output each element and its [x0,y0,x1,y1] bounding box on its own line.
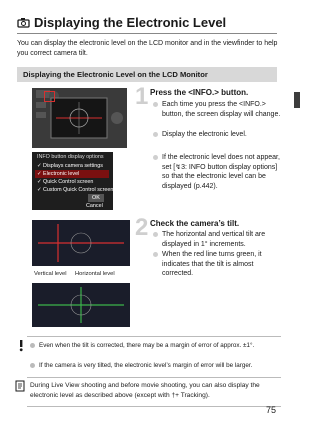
info-display-menu-screen [32,152,113,210]
intro-text: You can display the electronic level on the LCD monitor and in the viewfinder to help you correct camera tilt. [17,40,278,57]
menu-item: ✓ Displays camera settings [37,163,103,169]
step-2-bullet: The horizontal and vertical tilt are displayed in 1° increments. [153,230,281,250]
horizontal-level-caption: Horizontal level [75,271,115,277]
tip-text: During Live View shooting and before movie shooting, you can also display the electronic level as described above (except with †+ Tracking). [30,382,260,399]
caution-item: Even when the tilt is corrected, there may be a margin of error of approx. ±1°. [30,341,280,361]
check-icon: ✓ [37,163,44,169]
step-1-title: Press the <INFO.> button. [150,88,249,97]
section-heading: Displaying the Electronic Level on the LCD Monitor [17,67,277,82]
live-view-camera-icon [17,16,31,31]
chapter-tab [294,92,300,108]
check-icon: ✓ [37,171,44,177]
step-2-number: 2 [135,214,149,241]
menu-item: ✓ Electronic level [35,170,109,178]
page-title-text: Displaying the Electronic Level [34,15,227,30]
electronic-level-screen [32,220,130,266]
menu-item: ✓ Custom Quick Control screen [37,187,114,193]
step-2-title: Check the camera’s tilt. [150,219,240,228]
menu-title: INFO button display options [37,154,104,160]
vertical-level-caption: Vertical level [34,271,67,277]
electronic-level-corrected-screen [32,283,130,327]
menu-ok: OK [88,194,104,202]
menu-item: ✓ Quick Control screen [37,179,94,185]
step-1-note: If the electronic level does not appear, set [↯3: INFO button display options] so that the electronic level can be displayed (p.442). [153,153,281,195]
check-icon: ✓ [37,179,44,185]
caution-icon [17,339,25,351]
step-2-bullet: When the red line turns green, it indicates that the tilt is almost corrected. [153,250,281,280]
step-1-bullet: Display the electronic level. [153,130,281,140]
step-1-number: 1 [135,83,149,110]
title-divider [17,33,277,34]
menu-cancel: Cancel [86,203,103,209]
step-1-bullet: Each time you press the <INFO.> button, the screen display will change. [153,100,281,130]
check-icon: ✓ [37,187,44,193]
caution-item: If the camera is very tilted, the electronic level’s margin of error will be larger. [30,361,280,371]
page-title [17,15,226,31]
tip-icon [15,379,25,391]
page-number: 75 [266,405,277,415]
info-button-marker [44,91,55,102]
